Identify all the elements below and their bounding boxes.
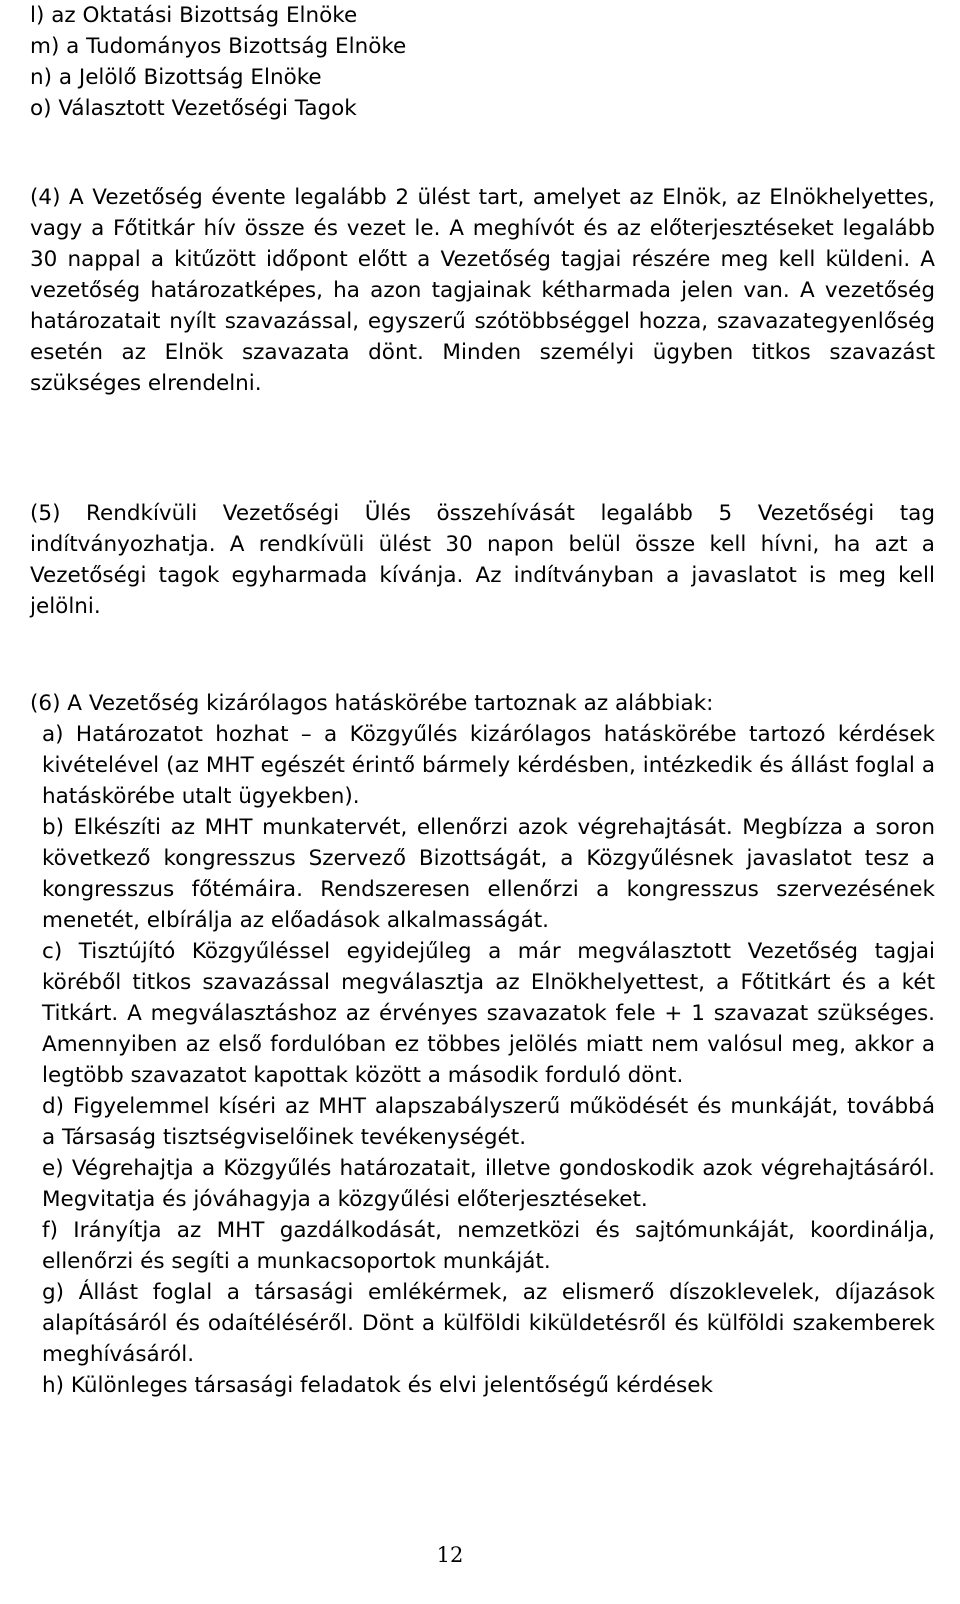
page-number: 12 <box>436 1543 464 1567</box>
section-6 <box>30 688 935 1401</box>
section-6-item-g: g) Állást foglal a társasági emlékérmek, az elismerő díszoklevelek, díjazások alapításáról és odaítéléséről. Dönt a külföldi kiküldetésről és külföldi szakemberek meghívásáról. <box>42 1280 935 1367</box>
list-item: l) az Oktatási Bizottság Elnöke <box>30 3 358 28</box>
list-item: m) a Tudományos Bizottság Elnöke <box>30 34 407 59</box>
section-6-items <box>42 719 935 1401</box>
officer-list <box>30 0 935 124</box>
paragraph-5: (5) Rendkívüli Vezetőségi Ülés összehívását legalább 5 Vezetőségi tag indítványozhatja. A rendkívüli ülést 30 napon belül össze kell hívni, ha azt a Vezetőségi tagok egyharmada kívánja. Az indítványban a javaslatot is meg kell jelölni. <box>30 501 935 619</box>
list-item: n) a Jelölő Bizottság Elnöke <box>30 65 322 90</box>
section-6-item-e: e) Végrehajtja a Közgyűlés határozatait, illetve gondoskodik azok végrehajtásáról. Megvitatja és jóváhagyja a közgyűlési előterjesztéseket. <box>42 1156 935 1212</box>
section-6-item-h: h) Különleges társasági feladatok és elvi jelentőségű kérdések <box>42 1373 713 1398</box>
section-6-item-a: a) Határozatot hozhat – a Közgyűlés kizárólagos hatáskörébe tartozó kérdések kivételével (az MHT egészét érintő bármely kérdésben, intézkedik és állást foglal a hatáskörébe utalt ügyekben). <box>42 722 935 809</box>
section-6-item-d: d) Figyelemmel kíséri az MHT alapszabályszerű működését és munkáját, továbbá a Társaság tisztségviselőinek tevékenységét. <box>42 1094 935 1150</box>
section-6-item-f: f) Irányítja az MHT gazdálkodását, nemzetközi és sajtómunkáját, koordinálja, ellenőrzi és segíti a munkacsoportok munkáját. <box>42 1218 935 1274</box>
section-6-item-b: b) Elkészíti az MHT munkatervét, ellenőrzi azok végrehajtását. Megbízza a soron következő kongresszus Szervező Bizottságát, a Közgyűlésnek javaslatot tesz a kongresszus főtémáira. Rendszeresen ellenőrzi a kongresszus szervezésének menetét, elbírálja az előadások alkalmasságát. <box>42 815 935 933</box>
section-6-item-c: c) Tisztújító Közgyűléssel egyidejűleg a már megválasztott Vezetőség tagjai köréből titkos szavazással megválasztja az Elnökhelyettest, a Főtitkárt és a két Titkárt. A megválasztáshoz az érvényes szavazatok fele + 1 szavazat szükséges. Amennyiben az első fordulóban ez többes jelölés miatt nem valósul meg, akkor a legtöbb szavazatot kapottak között a második forduló dönt. <box>42 939 935 1088</box>
list-item: o) Választott Vezetőségi Tagok <box>30 96 357 121</box>
section-6-heading: (6) A Vezetőség kizárólagos hatáskörébe tartoznak az alábbiak: <box>30 691 714 716</box>
paragraph-4: (4) A Vezetőség évente legalább 2 ülést tart, amelyet az Elnök, az Elnökhelyettes, vagy a Főtitkár hív össze és vezet le. A meghívót és az előterjesztéseket legalább 30 nappal a kitűzött időpont előtt a Vezetőség tagjai részére meg kell küldeni. A vezetőség határozatképes, ha azon tagjainak kétharmada jelen van. A vezetőség határozatait nyílt szavazással, egyszerű szótöbbséggel hozza, szavazategyenlőség esetén az Elnök szavazata dönt. Minden személyi ügyben titkos szavazást szükséges elrendelni. <box>30 185 935 396</box>
